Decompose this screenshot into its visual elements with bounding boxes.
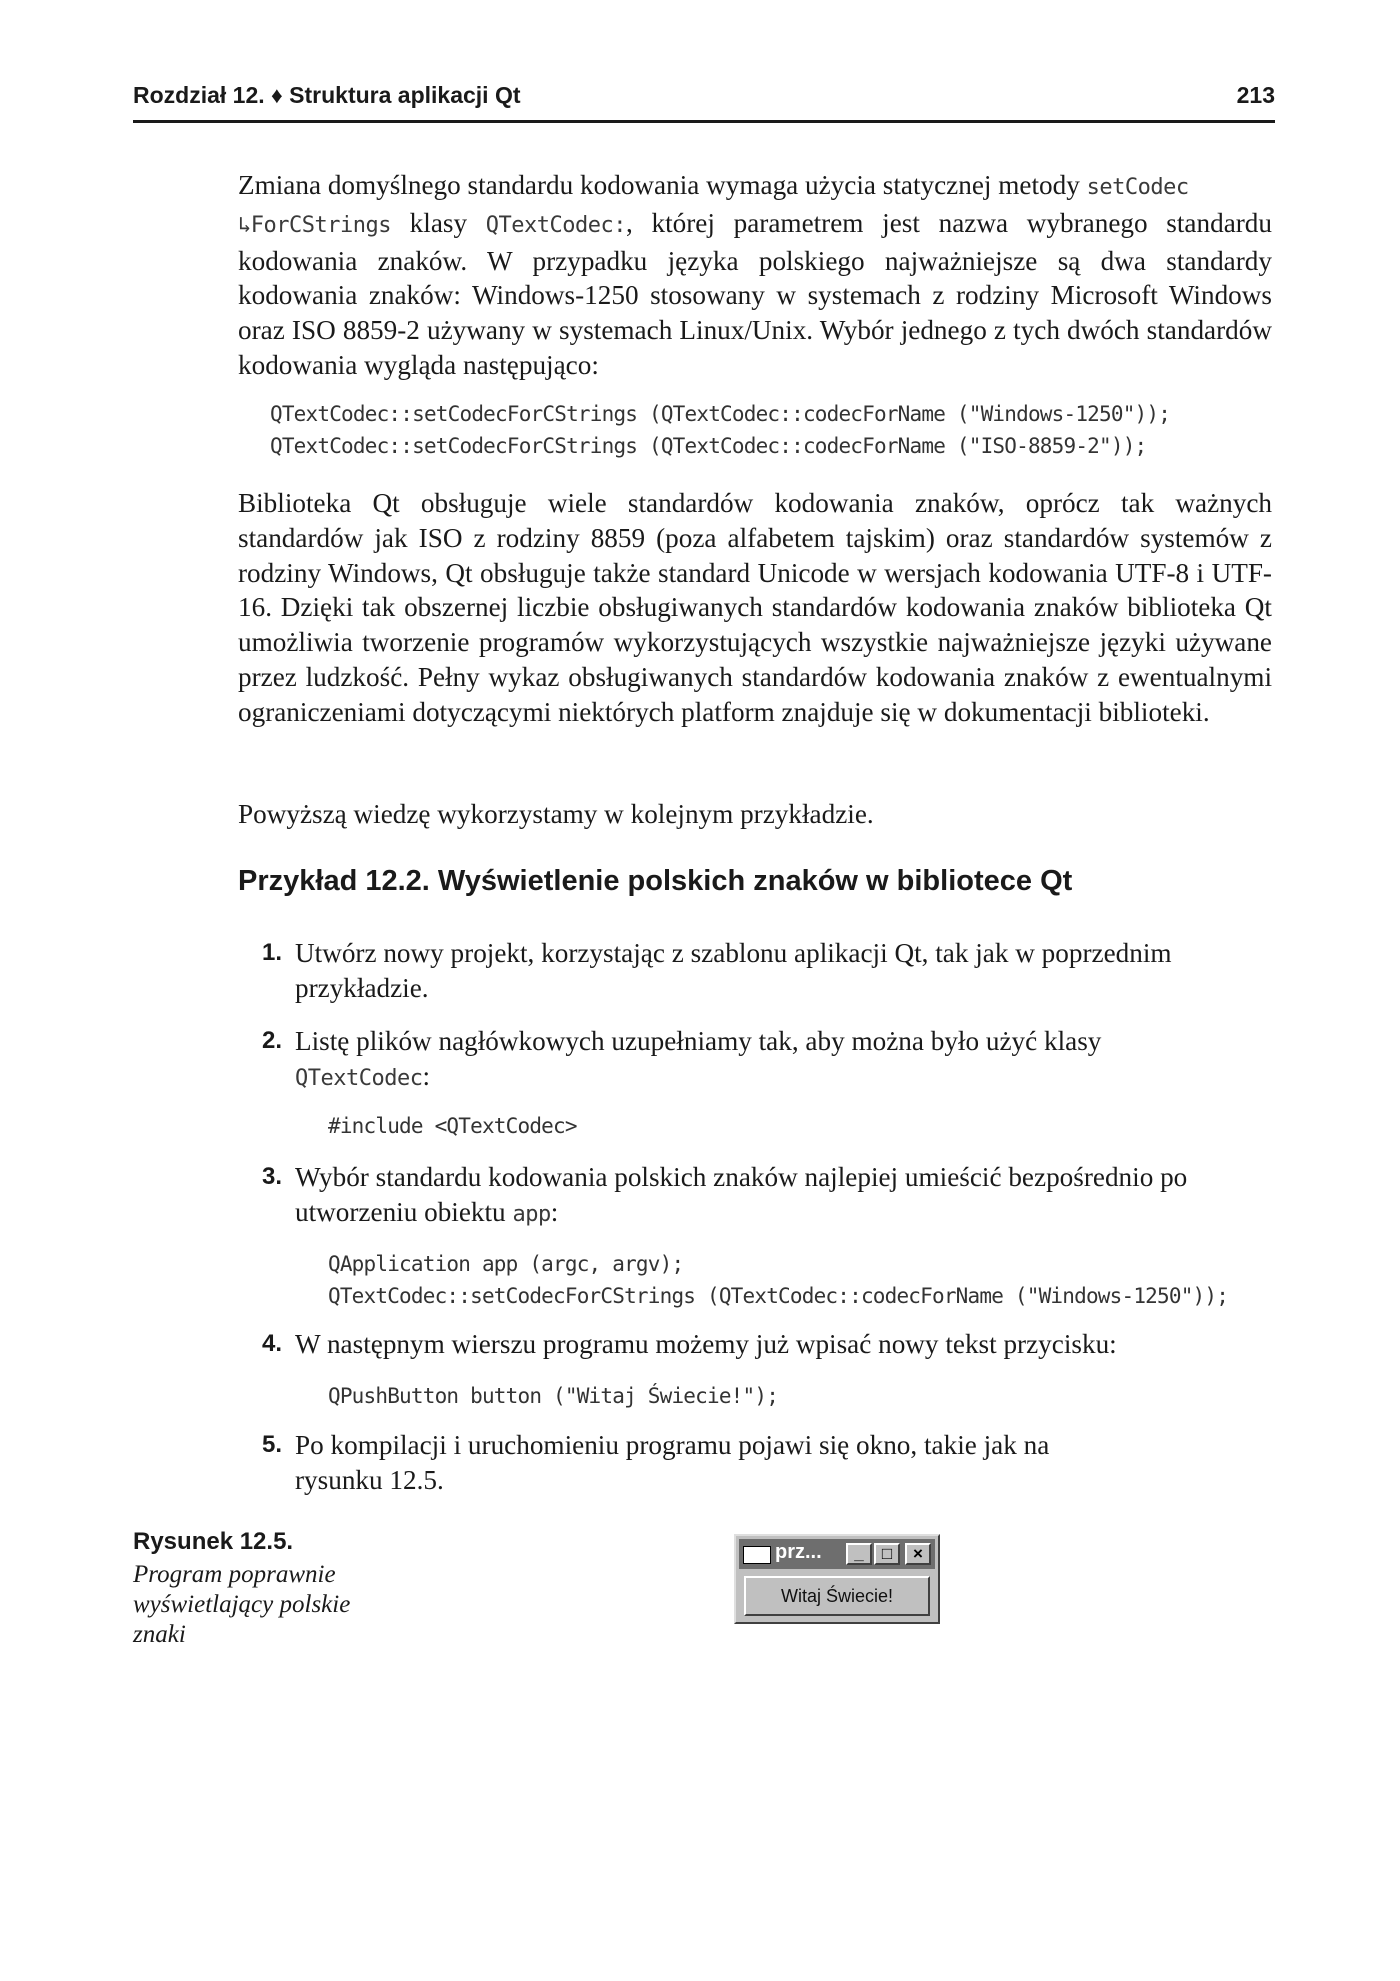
intro-paragraph: [238, 168, 1272, 383]
code-step-4: QPushButton button ("Witaj Świecie!");: [328, 1384, 779, 1408]
step-text: Wybór standardu kodowania polskich znaków najlepiej umieścić bezpośrednio po utworzeniu obiektu app:: [295, 1162, 1188, 1227]
intro-text-1: Zmiana domyślnego standardu kodowania wymaga użycia statycznej metody: [238, 170, 1087, 200]
body-paragraph-3: Powyższą wiedzę wykorzystamy w kolejnym przykładzie.: [238, 799, 874, 829]
app-icon: [743, 1546, 771, 1564]
step-5: [262, 1428, 1262, 1500]
step-text: Po kompilacji i uruchomieniu programu pojawi się okno, takie jak na rysunku 12.5.: [295, 1430, 1050, 1495]
intro-text-3: , której parametrem jest nazwa wybranego standardu kodowania znaków. W przypadku języka polskiego najważniejsze są dwa standardy kodowania znaków: Windows-1250 stosowany w systemach z rodziny Microsoft Windows oraz ISO 8859-2 używany w systemach Linux/Unix. Wybór jednego z tych dwóch standardów kodowania wygląda następująco:: [238, 207, 1272, 380]
step-number: 3.: [262, 1163, 283, 1190]
step-1: [262, 936, 1262, 1008]
code-step-2: #include <QTextCodec>: [328, 1114, 577, 1138]
page-number: 213: [1236, 82, 1275, 108]
step-number: 4.: [262, 1330, 283, 1357]
step-3: [262, 1160, 1262, 1232]
inline-code-forcstrings: ↳ForCStrings: [238, 212, 391, 238]
inline-code-setcodec: setCodec: [1086, 175, 1189, 200]
step-number: 5.: [262, 1431, 283, 1458]
body-paragraph-2: Biblioteka Qt obsługuje wiele standardów kodowania znaków, oprócz tak ważnych standardów jak ISO z rodziny 8859 (poza alfabetem tajskim) oraz standardów systemów z rodziny Windows, Qt obsługuje także standard Unicode w wersjach kodowania UTF-8 i UTF-16. Dzięki tak obszernej liczbie obsługiwanych standardów kodowania znaków biblioteka Qt umożliwia tworzenie programów wykorzystujących wszystkie najważniejsze języki używane przez ludzkość. Pełny wykaz obsługiwanych standardów kodowania znaków z ewentualnymi ograniczeniami dotyczącymi niektórych platform znajduje się w dokumentacji biblioteki.: [238, 488, 1272, 727]
code-line: QTextCodec::setCodecForCStrings (QTextCodec::codecForName ("ISO-8859-2"));: [270, 434, 1147, 458]
code-block-1: [270, 398, 1170, 462]
step-4: [262, 1327, 1262, 1363]
step-number: 2.: [262, 1027, 283, 1054]
minimize-icon[interactable]: _: [846, 1543, 872, 1565]
code-step-3: [328, 1248, 1228, 1312]
maximize-icon[interactable]: □: [874, 1543, 900, 1565]
inline-code-qtextcodec: QTextCodec:: [485, 212, 626, 238]
close-icon[interactable]: ×: [905, 1543, 931, 1565]
chapter-title: Rozdział 12. ♦ Struktura aplikacji Qt: [133, 82, 521, 108]
inline-code-qtextcodec: QTextCodec: [295, 1065, 423, 1091]
figure-caption: Program poprawnie wyświetlający polskie znaki: [133, 1561, 351, 1648]
example-heading: Przykład 12.2. Wyświetlenie polskich znaków w bibliotece Qt: [238, 865, 1073, 897]
running-header: [133, 80, 1275, 123]
inline-code-app: app: [512, 1201, 551, 1227]
app-window-screenshot: [734, 1534, 940, 1624]
code-line: QTextCodec::setCodecForCStrings (QTextCodec::codecForName ("Windows-1250"));: [270, 402, 1171, 426]
figure-label: Rysunek 12.5.: [133, 1528, 294, 1555]
step-text: W następnym wierszu programu możemy już wpisać nowy tekst przycisku:: [295, 1329, 1117, 1359]
step-text: Listę plików nagłówkowych uzupełniamy tak, aby można było użyć klasy QTextCodec:: [295, 1026, 1102, 1091]
window-titlebar: [739, 1539, 935, 1569]
window-title: prz...: [775, 1541, 822, 1563]
step-2: [262, 1024, 1262, 1096]
step-number: 1.: [262, 939, 283, 966]
witaj-swiecie-button[interactable]: Witaj Świecie!: [744, 1576, 930, 1616]
step-text: Utwórz nowy projekt, korzystając z szablonu aplikacji Qt, tak jak w poprzednim przykładzie.: [295, 938, 1172, 1003]
code-line: QTextCodec::setCodecForCStrings (QTextCodec::codecForName ("Windows-1250"));: [328, 1284, 1229, 1308]
code-line: QApplication app (argc, argv);: [328, 1252, 684, 1276]
intro-text-2: klasy: [390, 207, 486, 238]
